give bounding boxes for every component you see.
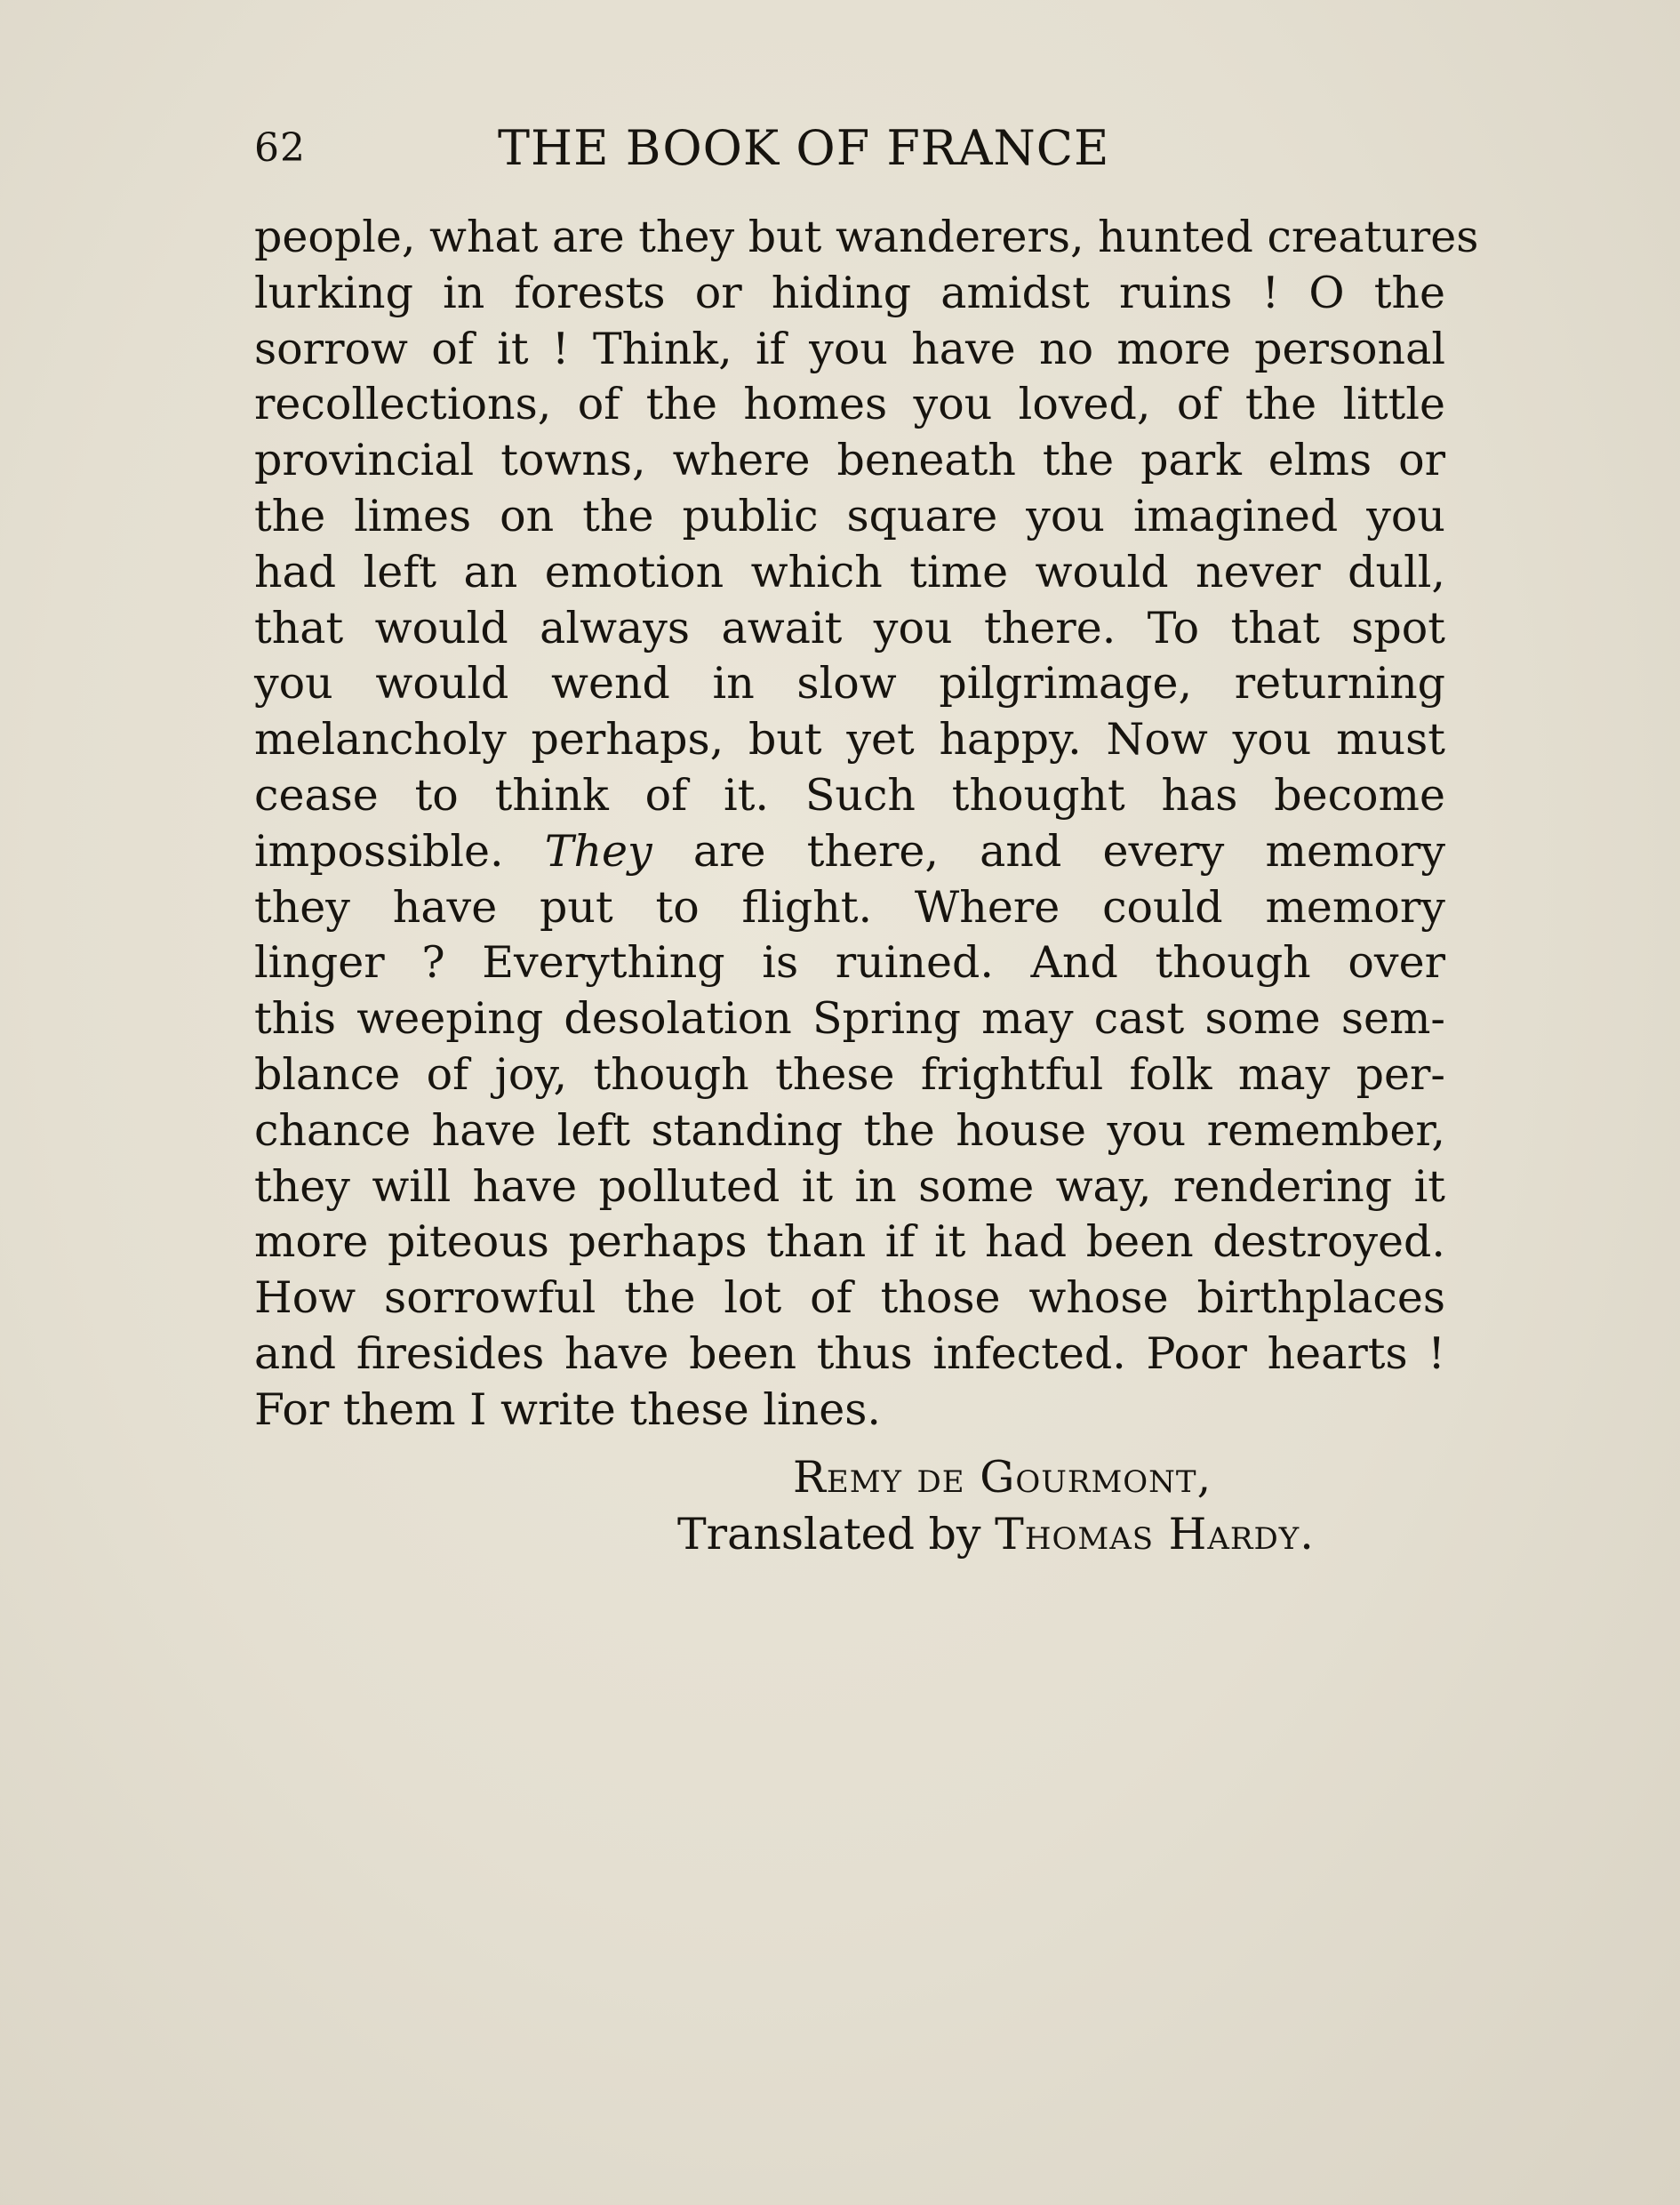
text-line: sorrow of it ! Think, if you have no more personal <box>254 323 1445 374</box>
text-line: more piteous perhaps than if it had been destroyed. <box>254 1216 1445 1268</box>
text-line: lurking in forests or hiding amidst ruins ! O the <box>254 267 1445 318</box>
author-name: Remy de Gourmont, <box>793 1452 1212 1503</box>
text-line: had left an emotion which time would never dull, <box>254 546 1445 597</box>
signature-block <box>254 1449 1445 1563</box>
text-line: the limes on the public square you imagined you <box>254 490 1445 541</box>
text-line: this weeping desolation Spring may cast some sem- <box>254 993 1445 1045</box>
line-remainder: are there, and every memory <box>692 825 1446 877</box>
text-line: they have put to flight. Where could memory <box>254 881 1445 933</box>
text-line: melancholy perhaps, but yet happy. Now you must <box>254 714 1445 766</box>
text-line: people, what are they but wanderers, hunted creatures <box>254 212 1479 262</box>
text-line: and firesides have been thus infected. Poor hearts ! <box>254 1327 1445 1379</box>
text-line-last: For them I write these lines. <box>254 1383 881 1435</box>
text-line: recollections, of the homes you loved, of the little <box>254 379 1445 430</box>
text-line-with-italic <box>254 824 1445 880</box>
text-line: that would always await you there. To that spot <box>254 602 1445 653</box>
text-line: blance of joy, though these frightful folk may per- <box>254 1048 1445 1100</box>
running-head <box>254 117 1445 180</box>
running-title: THE BOOK OF FRANCE <box>498 120 1110 176</box>
line-prefix: impossible. <box>254 825 504 877</box>
text-line: How sorrowful the lot of those whose birthplaces <box>254 1272 1445 1324</box>
translated-by-label: Translated by <box>677 1509 981 1560</box>
translator-name: Thomas Hardy. <box>995 1509 1315 1560</box>
text-line: linger ? Everything is ruined. And though over <box>254 937 1445 989</box>
body-text <box>254 210 1479 1439</box>
page-number: 62 <box>254 125 306 171</box>
text-line: cease to think of it. Such thought has become <box>254 769 1445 821</box>
translator-line <box>677 1506 1445 1563</box>
text-line: they will have polluted it in some way, rendering it <box>254 1160 1445 1212</box>
text-line: you would wend in slow pilgrimage, returning <box>254 658 1445 710</box>
text-line: chance have left standing the house you remember, <box>254 1104 1445 1156</box>
text-line: provincial towns, where beneath the park elms or <box>254 435 1445 486</box>
italic-word: They <box>544 825 652 877</box>
